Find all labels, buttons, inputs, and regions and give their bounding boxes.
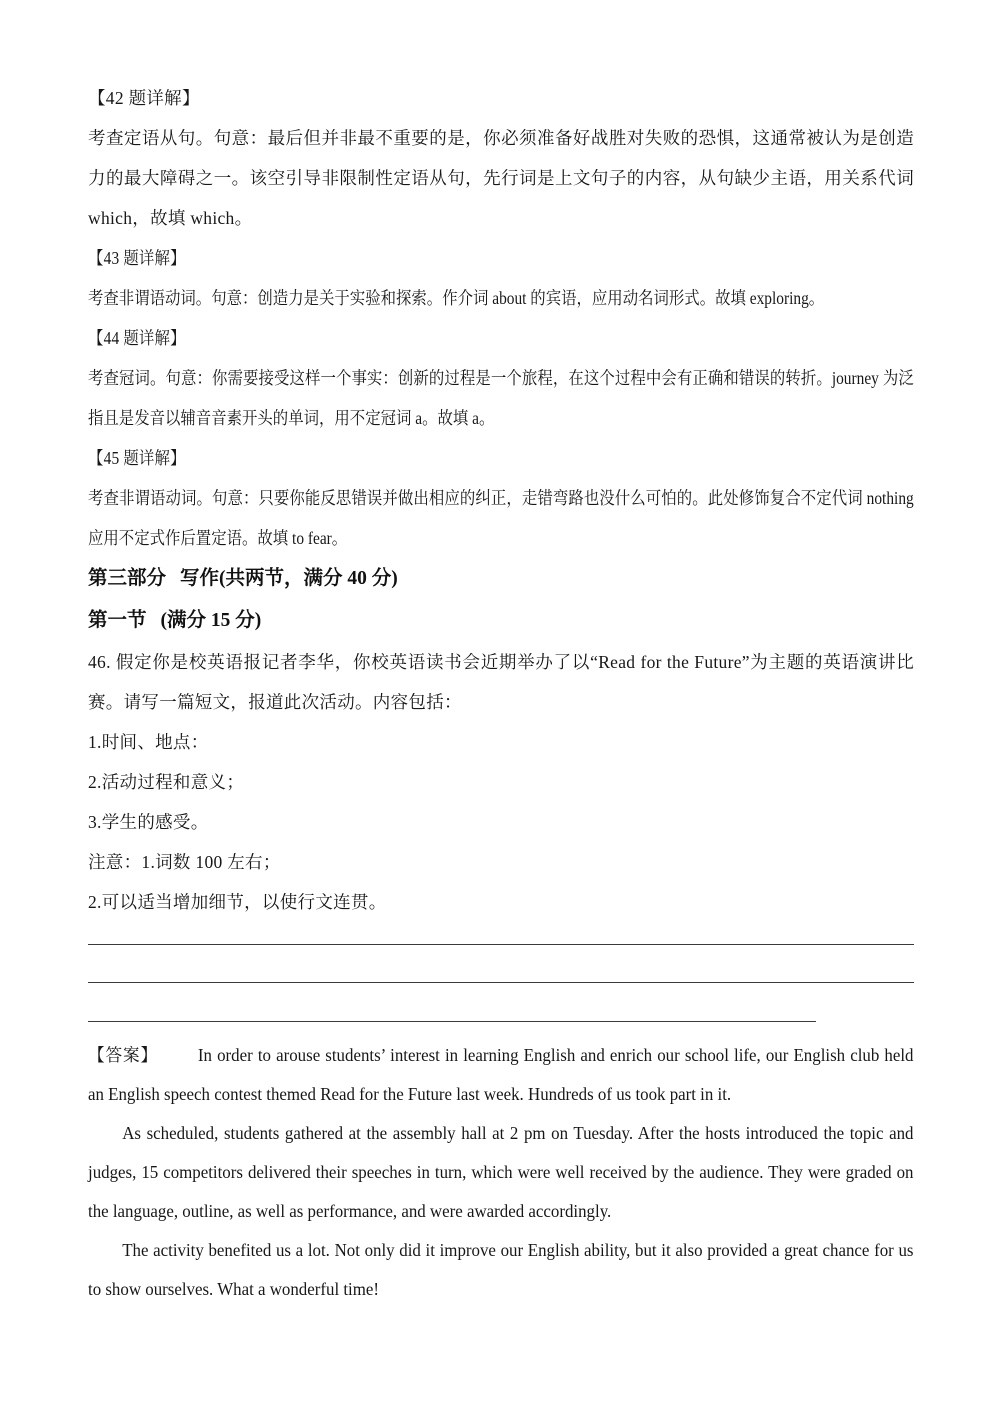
writing-task-number: 46.: [88, 652, 111, 672]
answer-paragraph-2-text: As scheduled, students gathered at the assembly hall at 2 pm on Tuesday. After the hosts introduced the topic and judges, 15 competitors delivered their speeches in turn, which were well received by the audience. They were graded on the language, outline, as well as performance, and were awarded accordingly.: [88, 1123, 914, 1221]
explanation-body-44: 考查冠词。句意：你需要接受这样一个事实：创新的过程是一个旅程，在这个过程中会有正确和错误的转折。journey 为泛指且是发音以辅音音素开头的单词，用不定冠词 a。故填 a。: [88, 368, 914, 428]
part-three-title-rest: 写作(共两节，满分 40 分): [180, 568, 398, 589]
answer-paragraph-3: [88, 1231, 914, 1309]
requirement-item: 2.活动过程和意义；: [88, 772, 245, 792]
requirement-item: 2.可以适当增加细节，以使行文连贯。: [88, 892, 387, 912]
requirement-item: 3.学生的感受。: [88, 812, 209, 832]
section-one-title: [88, 600, 914, 642]
answer-paragraph-2: [88, 1114, 914, 1231]
answer-line: [88, 1021, 816, 1022]
part-three-title-main: 第三部分: [88, 568, 167, 589]
answer-paragraph-1-text: In order to arouse students’ interest in learning English and enrich our school life, our English club held an English speech contest themed Read for the Future last week. Hundreds of us took part in it.: [88, 1045, 914, 1104]
model-answer-block: [88, 1036, 914, 1309]
explanation-body-43: 考查非谓语动词。句意：创造力是关于实验和探索。作介词 about 的宾语，应用动名词形式。故填 exploring。: [88, 288, 825, 308]
explanation-body-42: 考查定语从句。句意：最后但并非最不重要的是，你必须准备好战胜对失败的恐惧，这通常被认为是创造力的最大障碍之一。该空引导非限制性定语从句，先行词是上文句子的内容，从句缺少主语，用关系代词 which，故填 which。: [88, 128, 914, 228]
answer-line: [88, 982, 914, 983]
explanation-body-45: 考查非谓语动词。句意：只要你能反思错误并做出相应的纠正，走错弯路也没什么可怕的。此处修饰复合不定代词 nothing 应用不定式作后置定语。故填 to fear。: [88, 488, 914, 548]
explanation-heading-43: 【43 题详解】: [88, 248, 186, 268]
writing-task-prompt: [88, 642, 914, 722]
requirement-item: 1.时间、地点：: [88, 732, 209, 752]
writing-task-text: 假定你是校英语报记者李华，你校英语读书会近期举办了以“Read for the Future”为主题的英语演讲比赛。请写一篇短文，报道此次活动。内容包括：: [88, 652, 914, 712]
explanation-heading-45: 【45 题详解】: [88, 448, 186, 468]
answer-paragraph-3-text: The activity benefited us a lot. Not only did it improve our English ability, but it also provided a great chance for us to show ourselves. What a wonderful time!: [88, 1240, 914, 1299]
answer-writing-lines: [88, 944, 914, 1022]
part-three-title: [88, 558, 914, 600]
answer-line: [88, 944, 914, 945]
section-one-title-main: 第一节: [88, 610, 147, 631]
explanation-heading-42: 【42 题详解】: [88, 88, 200, 108]
requirement-item: 注意：1.词数 100 左右；: [88, 852, 281, 872]
answer-paragraph-1: [88, 1036, 914, 1114]
explanation-heading-44: 【44 题详解】: [88, 328, 186, 348]
answer-label: 【答案】: [88, 1045, 159, 1065]
page-content: [88, 78, 914, 1309]
section-one-title-rest: (满分 15 分): [160, 610, 262, 631]
